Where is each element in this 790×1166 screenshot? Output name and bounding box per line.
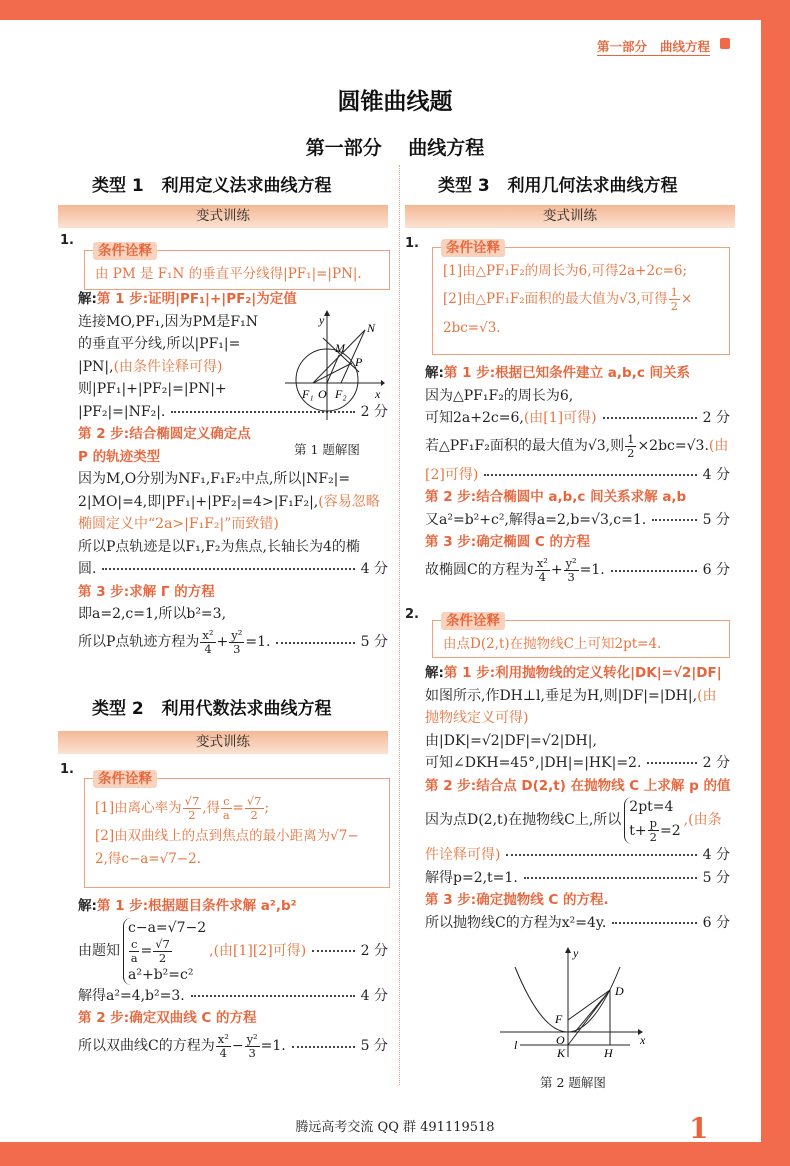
- text-line: [78, 1007, 388, 1030]
- text-line: [425, 554, 730, 588]
- text-line: [425, 509, 730, 532]
- text-line: [425, 486, 730, 509]
- numerator: p: [649, 816, 658, 830]
- text: 则|PF₁|+|PF₂|=|PN|+: [78, 381, 227, 397]
- fig1-label-F1: F₁: [302, 387, 314, 401]
- type2-solution: [78, 895, 388, 1064]
- dot-leader: [102, 568, 354, 570]
- q2-solution: [425, 662, 730, 934]
- numerator: c: [223, 793, 230, 808]
- fig2-label-F: F: [555, 1012, 563, 1026]
- denominator: 2: [627, 446, 635, 460]
- text-line: [95, 263, 389, 286]
- numerator: √7: [246, 793, 262, 808]
- text: |PN|,: [78, 358, 114, 375]
- text-line: [425, 912, 730, 935]
- text-line: [95, 848, 389, 871]
- text: c−a=√7−2: [128, 919, 207, 936]
- fraction: [129, 938, 139, 965]
- text-line: [78, 491, 388, 514]
- dot-leader: [191, 995, 355, 997]
- text-line: [425, 844, 730, 867]
- numerator: c: [131, 936, 138, 951]
- step-heading: 第 3 步:求解 Γ 的方程: [78, 583, 215, 600]
- solution-label: 解:: [78, 898, 97, 914]
- text: 所以P点轨迹方程为: [78, 634, 200, 651]
- fig2-label-x: x: [640, 1033, 646, 1047]
- fig1-label-F2: F₂: [335, 387, 347, 401]
- annotation-text: (由: [708, 438, 729, 455]
- text-line: [443, 260, 729, 283]
- score: 2 分: [360, 942, 388, 959]
- text: 如图所示,作DH⊥l,垂足为H,则|DF|=|DH|,: [425, 687, 698, 704]
- condition-label: 条件诠释: [441, 239, 505, 257]
- fraction: [221, 795, 231, 822]
- annotation-text: ,(由[1][2]可得): [209, 942, 307, 959]
- text: =1.: [245, 634, 271, 651]
- figure-2-diagram: [500, 945, 650, 1057]
- score: 4 分: [360, 987, 388, 1004]
- type1-heading: 类型 1 利用定义法求曲线方程: [92, 176, 332, 196]
- numerator: √7: [184, 793, 200, 808]
- text-line: [128, 918, 206, 938]
- text-line: [425, 775, 730, 798]
- text-line: [425, 889, 730, 912]
- numerator: 1: [670, 285, 678, 299]
- fraction: [153, 938, 172, 965]
- step-heading: 第 1 步:根据已知条件建立 a,b,c 间关系: [443, 365, 691, 381]
- condition-box: [84, 243, 390, 290]
- dot-leader: [292, 1046, 355, 1048]
- step-heading: 第 1 步:根据题目条件求解 a²,b²: [96, 898, 297, 914]
- step-heading: 第 1 步:利用抛物线的定义转化|DK|=√2|DF|: [443, 665, 722, 681]
- text-line: [78, 603, 388, 626]
- denominator: 2: [250, 807, 258, 822]
- fraction: [625, 433, 636, 460]
- dot-leader: [276, 642, 354, 644]
- fig2-label-K: K: [557, 1046, 566, 1057]
- text: 因为△PF₁F₂的周长为6,: [425, 387, 574, 404]
- step-heading: 第 3 步:确定抛物线 C 的方程.: [425, 892, 609, 908]
- bookmark-icon: [720, 38, 730, 49]
- score: 5 分: [360, 634, 388, 651]
- fraction: [200, 629, 215, 656]
- annotation-text: 椭圆定义中“2a>|F₁F₂|”而致错): [78, 516, 279, 532]
- fig2-label-l: l: [514, 1038, 518, 1052]
- numerator: y²: [246, 1032, 258, 1046]
- denominator: 2: [158, 950, 167, 965]
- column-divider: [399, 165, 400, 1085]
- text: 2bc=√3.: [443, 319, 501, 336]
- dot-leader: [652, 519, 696, 521]
- text: =: [140, 943, 153, 959]
- text: 故椭圆C的方程为: [425, 562, 534, 579]
- text-line: [128, 965, 206, 985]
- text-line: [78, 581, 388, 604]
- fraction: [535, 557, 550, 584]
- text: =1.: [260, 1038, 286, 1055]
- text: 解得p=2,t=1.: [425, 869, 518, 886]
- step-heading: 第 1 步:证明|PF₁|+|PF₂|为定值: [96, 291, 297, 307]
- text: ×: [680, 291, 693, 308]
- fig2-label-H: H: [604, 1046, 613, 1057]
- dot-leader: [612, 922, 696, 924]
- text-line: [425, 531, 730, 554]
- page-frame-bottom: [0, 1142, 790, 1166]
- text-line: [425, 362, 730, 385]
- denominator: 2: [649, 830, 657, 844]
- lines: [443, 260, 729, 339]
- type2-banner: 变式训练: [58, 731, 388, 754]
- text-line: [78, 895, 388, 918]
- dot-leader: [506, 854, 696, 856]
- numerator: √7: [155, 936, 170, 951]
- figure-1-diagram: [285, 310, 385, 435]
- dot-leader: [312, 950, 354, 952]
- text: 圆.: [78, 561, 97, 577]
- text-line: [425, 707, 730, 730]
- denominator: 4: [538, 570, 546, 584]
- text-line: [425, 407, 730, 430]
- dot-leader: [603, 417, 697, 419]
- denominator: a: [222, 807, 230, 822]
- text-line: [78, 985, 388, 1008]
- annotation-text: (由: [697, 687, 717, 704]
- fraction: [216, 1033, 231, 1060]
- running-header: 第一部分 曲线方程: [597, 39, 711, 54]
- condition-label: 条件诠释: [93, 770, 157, 788]
- page-frame-right: [761, 0, 790, 1166]
- text: 因为M,O分别为NF₁,F₁F₂中点,所以|NF₂|=: [78, 471, 351, 487]
- text: 可知2a+2c=6,: [425, 410, 524, 426]
- text-line: [78, 1030, 388, 1064]
- fraction: [183, 795, 202, 822]
- text: 2,得c−a=√7−2.: [95, 850, 201, 867]
- denominator: 3: [233, 642, 241, 656]
- text-line: [425, 430, 730, 464]
- denominator: 2: [670, 299, 678, 313]
- page-title: 圆锥曲线题: [337, 89, 453, 115]
- text-line: [78, 918, 388, 985]
- question-number: 2.: [405, 607, 419, 622]
- text-line: [629, 817, 680, 844]
- text: =: [232, 799, 244, 816]
- text-line: [128, 938, 206, 965]
- text-line: [425, 662, 730, 685]
- score: 4 分: [702, 466, 730, 483]
- text: 所以双曲线C的方程为: [78, 1038, 215, 1055]
- text: 由点D(2,t)在抛物线C上可知2pt=4.: [443, 636, 662, 652]
- text: [2]由△PF₁F₂面积的最大值为√3,可得: [443, 291, 668, 308]
- step-heading: 第 2 步:结合点 D(2,t) 在抛物线 C 上求解 p 的值: [425, 777, 731, 794]
- question-number: 1.: [60, 762, 74, 777]
- text-line: [95, 791, 389, 825]
- score: 5 分: [702, 869, 730, 886]
- type1-solution-b: [78, 468, 388, 660]
- solution-label: 解:: [78, 291, 97, 307]
- annotation-text: 件诠释可得): [425, 847, 501, 863]
- fig1-label-P: P: [355, 355, 363, 369]
- type3-banner: 变式训练: [405, 205, 735, 228]
- text-line: [443, 633, 729, 656]
- denominator: 4: [204, 642, 212, 656]
- text-line: [95, 825, 389, 848]
- text: 2pt=4: [629, 799, 674, 815]
- type1-banner: 变式训练: [58, 205, 388, 228]
- score: 4 分: [702, 847, 730, 863]
- question-number: 1.: [60, 233, 74, 248]
- fig1-label-O: O: [318, 387, 327, 401]
- dot-leader: [647, 762, 696, 764]
- fraction: [245, 795, 264, 822]
- text: 可知∠DKH=45°,|DH|=|HK|=2.: [425, 755, 642, 771]
- dot-leader: [611, 570, 697, 572]
- annotation-text: (由[1]可得): [523, 410, 597, 426]
- lines: [95, 263, 389, 286]
- fig1-label-x: x: [375, 387, 381, 401]
- text: 由|DK|=√2|DF|=√2|DH|,: [425, 732, 597, 749]
- text: 所以P点轨迹是以F₁,F₂为焦点,长轴长为4的椭: [78, 538, 360, 555]
- equation-system: [123, 918, 206, 985]
- question-number: 1.: [405, 236, 419, 251]
- text: 即a=2,c=1,所以b²=3,: [78, 606, 227, 622]
- numerator: y²: [231, 628, 243, 642]
- lines: [95, 791, 389, 870]
- score: 2 分: [360, 403, 388, 420]
- text: ×2bc=√3.: [637, 438, 709, 455]
- numerator: x²: [202, 628, 214, 642]
- fraction: [245, 1033, 260, 1060]
- numerator: 1: [627, 432, 635, 446]
- solution-label: 解:: [425, 365, 444, 381]
- text-line: [78, 536, 388, 559]
- text: a²+b²=c²: [128, 966, 194, 983]
- text: =1.: [579, 562, 605, 579]
- fig1-label-y: y: [319, 313, 325, 327]
- text: [1]由离心率为: [95, 799, 182, 816]
- score: 6 分: [702, 914, 730, 931]
- text: 连接MO,PF₁,因为PM是F₁N: [78, 313, 258, 330]
- text: +: [550, 562, 563, 579]
- type3-heading: 类型 3 利用几何法求曲线方程: [438, 176, 678, 196]
- equation-system: [624, 797, 680, 844]
- text: 又a²=b²+c²,解得a=2,b=√3,c=1.: [425, 511, 647, 528]
- annotation-text: (容易忽略: [318, 493, 380, 510]
- score: 6 分: [702, 562, 730, 579]
- text: 解得a²=4,b²=3.: [78, 987, 185, 1004]
- denominator: 3: [248, 1046, 256, 1060]
- page-frame-top: [0, 0, 790, 20]
- text: 若△PF₁F₂面积的最大值为√3,则: [425, 438, 625, 455]
- text: 由 PM 是 F₁N 的垂直平分线得|PF₁|=|PN|.: [95, 266, 362, 282]
- fig2-label-D: D: [615, 984, 624, 998]
- condition-box: [432, 613, 730, 658]
- text: −: [231, 1038, 244, 1055]
- text-line: [78, 288, 388, 311]
- numerator: x²: [217, 1032, 229, 1046]
- text: 2|MO|=4,即|PF₁|+|PF₂|=4>|F₁F₂|,: [78, 493, 319, 510]
- figure-1-caption: 第 1 题解图: [294, 442, 360, 457]
- page-number: 1: [689, 1112, 709, 1145]
- text: =2: [660, 822, 681, 839]
- text-line: [78, 513, 388, 536]
- type2-heading: 类型 2 利用代数法求曲线方程: [92, 699, 332, 719]
- text-line: [78, 626, 388, 660]
- denominator: 4: [219, 1046, 227, 1060]
- text-line: [425, 797, 730, 844]
- text: ;: [264, 799, 270, 816]
- step-heading: 第 2 步:结合椭圆定义确定点: [78, 426, 251, 442]
- dot-leader: [484, 474, 696, 476]
- text-line: [425, 685, 730, 708]
- condition-box: [84, 771, 390, 888]
- condition-label: 条件诠释: [441, 612, 505, 630]
- annotation-text: (由条件诠释可得): [113, 358, 223, 375]
- text-line: [78, 558, 388, 581]
- lines: [443, 633, 729, 656]
- text-line: [425, 464, 730, 487]
- text: 所以抛物线C的方程为x²=4y.: [425, 914, 607, 931]
- score: 2 分: [702, 410, 730, 426]
- fraction: [564, 557, 579, 584]
- text-line: [443, 283, 729, 317]
- dot-leader: [524, 877, 697, 879]
- annotation-text: ,(由条: [683, 812, 722, 829]
- text-line: [443, 317, 729, 340]
- text-line: [425, 752, 730, 775]
- step-heading: P 的轨迹类型: [78, 448, 161, 465]
- text: 的垂直平分线,所以|PF₁|=: [78, 336, 241, 352]
- text: [1]由△PF₁F₂的周长为6,可得2a+2c=6;: [443, 263, 688, 279]
- text: 由题知: [78, 942, 120, 959]
- type3-solution: [425, 362, 730, 588]
- fraction: [669, 286, 680, 313]
- step-heading: 第 2 步:结合椭圆中 a,b,c 间关系求解 a,b: [425, 489, 687, 505]
- step-heading: 第 3 步:确定椭圆 C 的方程: [425, 534, 590, 550]
- denominator: 3: [567, 570, 575, 584]
- annotation-text: 抛物线定义可得): [425, 710, 529, 726]
- condition-box: [432, 240, 730, 355]
- score: 4 分: [360, 561, 388, 577]
- text-line: [425, 867, 730, 890]
- part-title: 第一部分 曲线方程: [305, 137, 485, 159]
- text-line: [78, 468, 388, 491]
- text: [2]由双曲线上的点到焦点的最小距离为√7−: [95, 828, 359, 844]
- fig1-label-M: M: [335, 341, 345, 355]
- figure-2-caption: 第 2 题解图: [540, 1075, 606, 1090]
- numerator: x²: [536, 556, 548, 570]
- fig2-label-y: y: [573, 946, 579, 960]
- fraction: [229, 629, 244, 656]
- fig1-label-N: N: [367, 321, 376, 335]
- text: 因为点D(2,t)在抛物线C上,所以: [425, 812, 622, 829]
- text-line: [425, 385, 730, 408]
- text: ,得: [202, 799, 221, 816]
- solution-label: 解:: [425, 665, 444, 681]
- step-heading: 第 2 步:确定双曲线 C 的方程: [78, 1010, 257, 1026]
- text: t+: [629, 822, 647, 839]
- denominator: a: [130, 950, 138, 965]
- denominator: 2: [188, 807, 196, 822]
- numerator: y²: [565, 556, 577, 570]
- text: |PF₂|=|NF₂|.: [78, 403, 166, 420]
- score: 5 分: [360, 1038, 388, 1055]
- condition-label: 条件诠释: [93, 242, 157, 260]
- fig2-label-O: O: [556, 1033, 565, 1047]
- annotation-text: [2]可得): [425, 466, 479, 483]
- footer-text: 腾远高考交流 QQ 群 491119518: [295, 1120, 495, 1135]
- text-line: [629, 797, 680, 817]
- score: 5 分: [702, 511, 730, 528]
- text-line: [425, 730, 730, 753]
- fraction: [648, 817, 659, 844]
- score: 2 分: [702, 755, 730, 771]
- text: +: [216, 634, 229, 651]
